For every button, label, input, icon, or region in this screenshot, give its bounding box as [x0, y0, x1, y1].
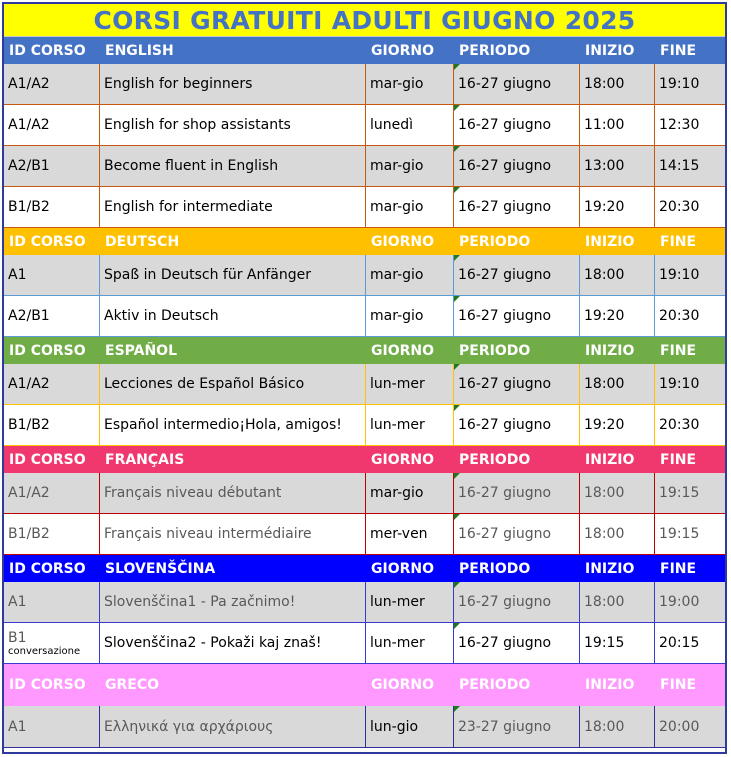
cell-start: 18:00 — [580, 514, 655, 555]
cell-id: A2/B1 — [4, 296, 100, 337]
cell-day: lun-gio — [366, 706, 454, 748]
table-row — [4, 706, 725, 748]
section-francais — [4, 446, 725, 555]
table-row — [4, 187, 725, 228]
header-id: ID CORSO — [9, 677, 86, 693]
cell-id: B1/B2 — [4, 187, 100, 228]
cell-period: 16-27 giugno — [454, 405, 580, 446]
header-language: SLOVENŠČINA — [105, 560, 216, 577]
table-row — [4, 623, 725, 664]
cell-id: A1 — [4, 706, 100, 748]
cell-id: A1/A2 — [4, 64, 100, 105]
cell-end: 19:15 — [655, 473, 725, 514]
header-end: FINE — [660, 677, 697, 693]
cell-start: 11:00 — [580, 105, 655, 146]
table-row — [4, 514, 725, 555]
cell-course: Aktiv in Deutsch — [100, 296, 366, 337]
section-greco — [4, 664, 725, 748]
cell-course: Lecciones de Español Básico — [100, 364, 366, 405]
section-header — [4, 664, 725, 706]
cell-day: lun-mer — [366, 405, 454, 446]
header-end: FINE — [660, 42, 697, 59]
cell-end: 20:30 — [655, 405, 725, 446]
cell-day: mar-gio — [366, 146, 454, 187]
header-end: FINE — [660, 233, 697, 250]
cell-end: 20:30 — [655, 187, 725, 228]
header-language: FRANÇAIS — [105, 451, 185, 468]
cell-period: 23-27 giugno — [454, 706, 580, 748]
cell-id: A2/B1 — [4, 146, 100, 187]
cell-course: Español intermedio¡Hola, amigos! — [100, 405, 366, 446]
cell-id-level: B1 — [8, 629, 27, 646]
header-day: GIORNO — [371, 560, 434, 577]
cell-period: 16-27 giugno — [454, 187, 580, 228]
table-row — [4, 255, 725, 296]
cell-id: B1/B2 — [4, 514, 100, 555]
cell-course: English for beginners — [100, 64, 366, 105]
cell-id: A1/A2 — [4, 105, 100, 146]
cell-id: A1/A2 — [4, 364, 100, 405]
header-period: PERIODO — [459, 233, 531, 250]
cell-start: 18:00 — [580, 473, 655, 514]
header-id: ID CORSO — [9, 233, 86, 250]
cell-day: lun-mer — [366, 582, 454, 623]
table-row — [4, 146, 725, 187]
cell-end: 20:15 — [655, 623, 725, 664]
cell-day: mar-gio — [366, 296, 454, 337]
cell-day: lunedì — [366, 105, 454, 146]
header-start: INIZIO — [585, 233, 635, 250]
cell-end: 19:10 — [655, 64, 725, 105]
cell-start: 18:00 — [580, 64, 655, 105]
header-language: ENGLISH — [105, 42, 174, 59]
header-day: GIORNO — [371, 233, 434, 250]
cell-day: mar-gio — [366, 187, 454, 228]
cell-end: 20:30 — [655, 296, 725, 337]
header-start: INIZIO — [585, 560, 635, 577]
section-slovenscina — [4, 555, 725, 664]
cell-start: 19:20 — [580, 187, 655, 228]
header-period: PERIODO — [459, 42, 531, 59]
cell-start: 18:00 — [580, 706, 655, 748]
cell-start: 13:00 — [580, 146, 655, 187]
cell-course: Slovenščina2 - Pokaži kaj znaš! — [100, 623, 366, 664]
cell-end: 20:00 — [655, 706, 725, 748]
cell-course: Slovenščina1 - Pa začnimo! — [100, 582, 366, 623]
cell-period: 16-27 giugno — [454, 105, 580, 146]
cell-end: 19:00 — [655, 582, 725, 623]
header-id: ID CORSO — [9, 560, 86, 577]
cell-id: A1 — [4, 582, 100, 623]
table-row — [4, 364, 725, 405]
cell-id-note: conversazione — [8, 645, 81, 657]
table-row — [4, 473, 725, 514]
cell-day: mar-gio — [366, 473, 454, 514]
table-row — [4, 582, 725, 623]
table-row — [4, 405, 725, 446]
header-start: INIZIO — [585, 451, 635, 468]
cell-period: 16-27 giugno — [454, 64, 580, 105]
header-start: INIZIO — [585, 677, 635, 693]
cell-start: 19:20 — [580, 296, 655, 337]
cell-id — [4, 623, 100, 664]
cell-day: mar-gio — [366, 64, 454, 105]
cell-start: 18:00 — [580, 364, 655, 405]
cell-day: lun-mer — [366, 364, 454, 405]
cell-start: 19:15 — [580, 623, 655, 664]
page-title: CORSI GRATUITI ADULTI GIUGNO 2025 — [4, 4, 725, 37]
cell-id: A1 — [4, 255, 100, 296]
header-language: GRECO — [105, 677, 160, 693]
cell-course: English for shop assistants — [100, 105, 366, 146]
header-day: GIORNO — [371, 677, 434, 693]
section-header — [4, 555, 725, 582]
cell-period: 16-27 giugno — [454, 296, 580, 337]
cell-id: B1/B2 — [4, 405, 100, 446]
cell-start: 18:00 — [580, 255, 655, 296]
table-row — [4, 296, 725, 337]
section-header — [4, 37, 725, 64]
cell-course: Become fluent in English — [100, 146, 366, 187]
header-period: PERIODO — [459, 560, 531, 577]
header-start: INIZIO — [585, 342, 635, 359]
section-header — [4, 228, 725, 255]
cell-day: mer-ven — [366, 514, 454, 555]
header-period: PERIODO — [459, 451, 531, 468]
cell-period: 16-27 giugno — [454, 473, 580, 514]
header-day: GIORNO — [371, 42, 434, 59]
cell-end: 14:15 — [655, 146, 725, 187]
cell-course: Spaß in Deutsch für Anfänger — [100, 255, 366, 296]
header-end: FINE — [660, 342, 697, 359]
table-row — [4, 64, 725, 105]
header-start: INIZIO — [585, 42, 635, 59]
course-schedule-sheet — [2, 2, 727, 754]
section-espanol — [4, 337, 725, 446]
section-header — [4, 446, 725, 473]
section-english — [4, 37, 725, 228]
cell-course: Ελληνικά για αρχάριους — [100, 706, 366, 748]
header-id: ID CORSO — [9, 42, 86, 59]
cell-end: 19:10 — [655, 255, 725, 296]
header-id: ID CORSO — [9, 342, 86, 359]
header-language: ESPAÑOL — [105, 342, 177, 359]
header-id: ID CORSO — [9, 451, 86, 468]
header-day: GIORNO — [371, 342, 434, 359]
cell-start: 19:20 — [580, 405, 655, 446]
cell-course: Français niveau débutant — [100, 473, 366, 514]
cell-period: 16-27 giugno — [454, 364, 580, 405]
cell-course: English for intermediate — [100, 187, 366, 228]
cell-end: 12:30 — [655, 105, 725, 146]
cell-period: 16-27 giugno — [454, 255, 580, 296]
header-period: PERIODO — [459, 342, 531, 359]
section-deutsch — [4, 228, 725, 337]
header-period: PERIODO — [459, 677, 531, 693]
cell-day: lun-mer — [366, 623, 454, 664]
cell-course: Français niveau intermédiaire — [100, 514, 366, 555]
cell-day: mar-gio — [366, 255, 454, 296]
cell-end: 19:10 — [655, 364, 725, 405]
header-language: DEUTSCH — [105, 233, 180, 250]
cell-period: 16-27 giugno — [454, 514, 580, 555]
cell-start: 18:00 — [580, 582, 655, 623]
cell-end: 19:15 — [655, 514, 725, 555]
cell-period: 16-27 giugno — [454, 623, 580, 664]
header-day: GIORNO — [371, 451, 434, 468]
cell-period: 16-27 giugno — [454, 582, 580, 623]
header-end: FINE — [660, 451, 697, 468]
cell-id: A1/A2 — [4, 473, 100, 514]
table-row — [4, 105, 725, 146]
cell-period: 16-27 giugno — [454, 146, 580, 187]
header-end: FINE — [660, 560, 697, 577]
section-header — [4, 337, 725, 364]
